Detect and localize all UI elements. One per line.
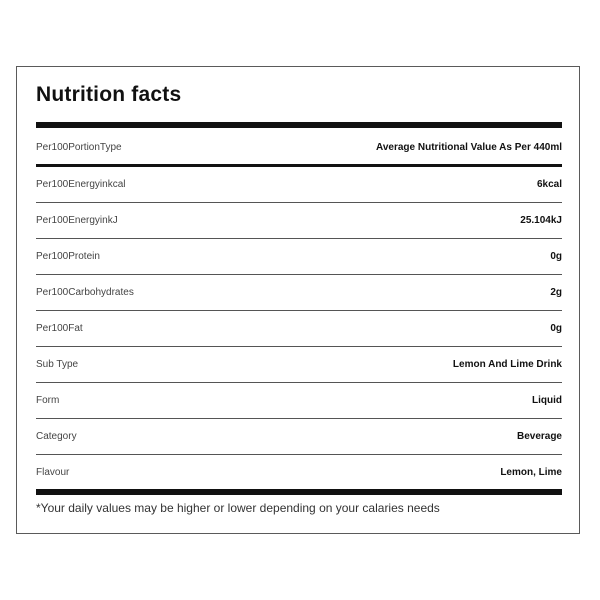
- nutrition-row-label: Per100Fat: [36, 322, 83, 334]
- nutrition-row-label: Flavour: [36, 466, 70, 478]
- portion-type-value: Average Nutritional Value As Per 440ml: [375, 141, 562, 153]
- nutrition-row-form: [36, 390, 562, 410]
- row-divider: [36, 202, 562, 203]
- nutrition-row-category: [36, 426, 562, 446]
- nutrition-row-value: Beverage: [516, 430, 562, 442]
- nutrition-row-flavour: [36, 462, 562, 482]
- header-divider: [36, 164, 562, 167]
- row-divider: [36, 310, 562, 311]
- nutrition-row-value: Lemon And Lime Drink: [452, 358, 562, 370]
- nutrition-row-value: Lemon, Lime: [500, 466, 562, 478]
- row-divider: [36, 382, 562, 383]
- nutrition-facts-title: Nutrition facts: [36, 83, 182, 106]
- nutrition-facts-panel: [16, 66, 580, 534]
- daily-values-footnote: *Your daily values may be higher or lower depending on your calaries needs: [36, 501, 440, 515]
- nutrition-row-sub-type: [36, 354, 562, 374]
- portion-type-label: Per100PortionType: [36, 141, 122, 153]
- nutrition-row-value: Liquid: [532, 394, 562, 406]
- row-divider: [36, 274, 562, 275]
- nutrition-row-energy-kcal: [36, 174, 562, 194]
- nutrition-row-label: Per100EnergyinkJ: [36, 214, 118, 226]
- nutrition-row-protein: [36, 246, 562, 266]
- nutrition-row-value: 25.104kJ: [520, 214, 562, 226]
- nutrition-row-energy-kj: [36, 210, 562, 230]
- row-divider: [36, 238, 562, 239]
- row-divider: [36, 454, 562, 455]
- nutrition-row-fat: [36, 318, 562, 338]
- nutrition-row-label: Sub Type: [36, 358, 79, 370]
- top-thick-divider: [36, 122, 562, 128]
- row-divider: [36, 418, 562, 419]
- nutrition-row-value: 6kcal: [536, 178, 562, 190]
- bottom-thick-divider: [36, 489, 562, 495]
- nutrition-row-label: Per100Carbohydrates: [36, 286, 134, 298]
- nutrition-row-carbohydrates: [36, 282, 562, 302]
- row-divider: [36, 346, 562, 347]
- portion-type-row: [36, 137, 562, 157]
- nutrition-row-label: Form: [36, 394, 60, 406]
- nutrition-row-label: Category: [36, 430, 77, 442]
- nutrition-row-label: Per100Energyinkcal: [36, 178, 126, 190]
- nutrition-row-label: Per100Protein: [36, 250, 100, 262]
- nutrition-row-value: 2g: [550, 286, 562, 298]
- nutrition-row-value: 0g: [550, 322, 562, 334]
- nutrition-row-value: 0g: [550, 250, 562, 262]
